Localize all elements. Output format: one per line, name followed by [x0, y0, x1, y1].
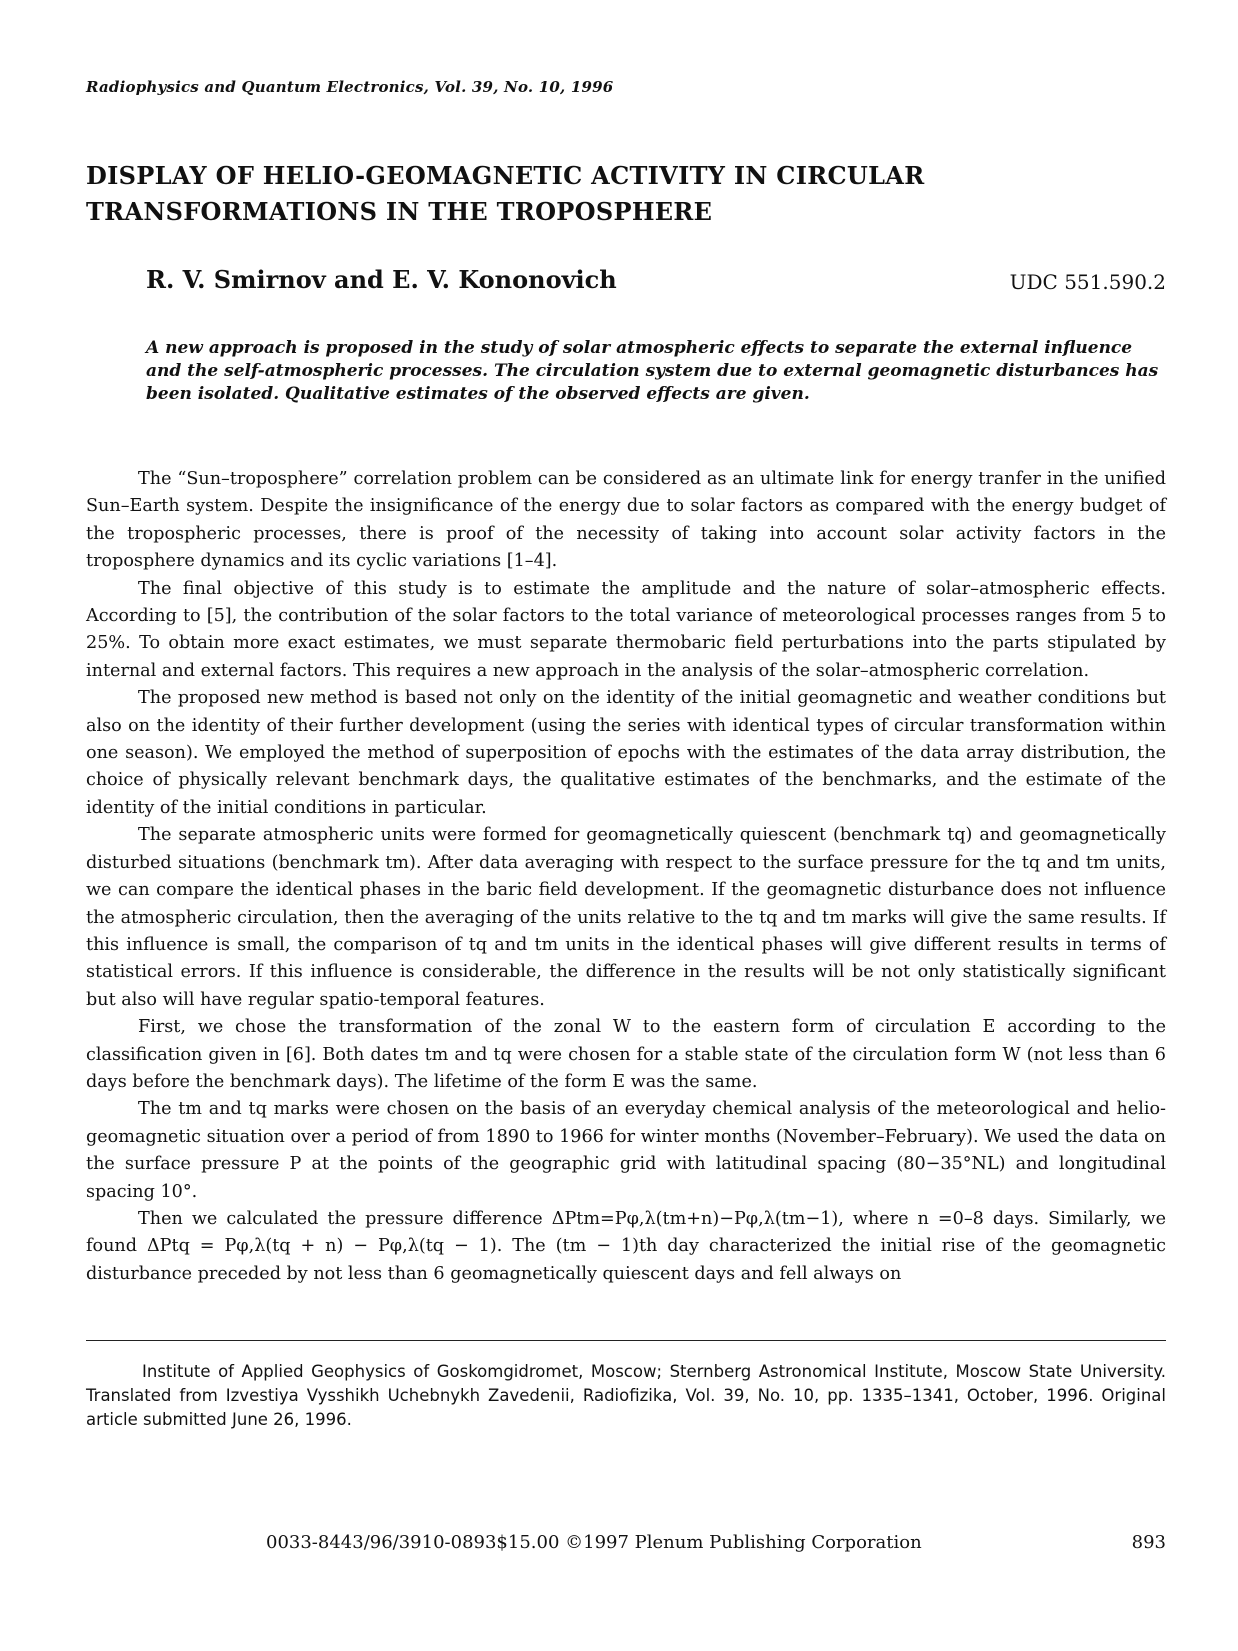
footnote-divider: [86, 1340, 1166, 1341]
paragraph-4: The separate atmospheric units were formed for geomagnetically quiescent (benchmark tq) and geomagnetically disturbed situations (benchmark tm). After data averaging with respect to the surface pressure for the tq and tm units, we can compare the identical phases in the baric field development. If the geomagnetic disturbance does not influence the atmospheric circulation, then the averaging of the units relative to the tq and tm marks will give the same results. If this influence is small, the comparison of tq and tm units in the identical phases will give different results in terms of statistical errors. If this influence is considerable, the difference in the results will be not only statistically significant but also will have regular spatio-temporal features.: [86, 825, 1166, 1010]
paragraph-7: Then we calculated the pressure difference ΔPtm=Pφ,λ(tm+n)−Pφ,λ(tm−1), where n =0–8 days. Similarly, we found ΔPtq = Pφ,λ(tq + n) − Pφ,λ(tq − 1). The (tm − 1)th day characterized the initial rise of the geomagnetic disturbance preceded by not less than 6 geomagnetically quiescent days and fell always on: [86, 1208, 1166, 1284]
paragraph-3: The proposed new method is based not only on the identity of the initial geomagnetic and weather conditions but also on the identity of their further development (using the series with identical types of circular transformation within one season). We employed the method of superposition of epochs with the estimates of the data array distribution, the choice of physically relevant benchmark days, the qualitative estimates of the benchmarks, and the estimate of the identity of the initial conditions in particular.: [86, 688, 1166, 818]
authors: R. V. Smirnov and E. V. Kononovich: [146, 265, 617, 294]
udc-code: UDC 551.590.2: [1009, 270, 1166, 294]
journal-header: Radiophysics and Quantum Electronics, Vol. 39, No. 10, 1996: [86, 78, 614, 96]
title-line-2: TRANSFORMATIONS IN THE TROPOSPHERE: [86, 197, 713, 226]
paragraph-1: The “Sun–troposphere” correlation problem can be considered as an ultimate link for energy tranfer in the unified Sun–Earth system. Despite the insignificance of the energy due to solar factors as compared with the energy budget of the tropospheric processes, there is proof of the necessity of taking into account solar activity factors in the troposphere dynamics and its cyclic variations [1–4].: [86, 469, 1166, 572]
paragraph-5: First, we chose the transformation of the zonal W to the eastern form of circulation E according to the classification given in [6]. Both dates tm and tq were chosen for a stable state of the circulation form W (not less than 6 days before the benchmark days). The lifetime of the form E was the same.: [86, 1017, 1166, 1092]
page-number: 893: [1131, 1532, 1166, 1553]
paper-title: [86, 158, 1166, 230]
publisher-line: 0033-8443/96/3910-0893$15.00 ©1997 Plenum Publishing Corporation: [266, 1532, 922, 1553]
paragraph-2: The final objective of this study is to estimate the amplitude and the nature of solar–atmospheric effects. According to [5], the contribution of the solar factors to the total variance of meteorological processes ranges from 5 to 25%. To obtain more exact estimates, we must separate thermobaric field perturbations into the parts stipulated by internal and external factors. This requires a new approach in the analysis of the solar–atmospheric correlation.: [86, 578, 1166, 681]
body-text: [86, 466, 1166, 1288]
title-line-1: DISPLAY OF HELIO-GEOMAGNETIC ACTIVITY IN CIRCULAR: [86, 161, 925, 190]
abstract: A new approach is proposed in the study of solar atmospheric effects to separate the external influence and the self-atmospheric processes. The circulation system due to external geomagnetic disturbances has been isolated. Qualitative estimates of the observed effects are given.: [146, 338, 1159, 404]
footnote-text: Institute of Applied Geophysics of Goskomgidromet, Moscow; Sternberg Astronomical Institute, Moscow State University. Translated from Izvestiya Vysshikh Uchebnykh Zavedenii, Radiofizika, Vol. 39, No. 10, pp. 1335–1341, October, 1996. Original article submitted June 26, 1996.: [86, 1362, 1166, 1429]
footnote: [86, 1360, 1166, 1432]
paragraph-6: The tm and tq marks were chosen on the basis of an everyday chemical analysis of the meteorological and helio-geomagnetic situation over a period of from 1890 to 1966 for winter months (November–February). We used the data on the surface pressure P at the points of the geographic grid with latitudinal spacing (80−35°NL) and longitudinal spacing 10°.: [86, 1099, 1166, 1202]
